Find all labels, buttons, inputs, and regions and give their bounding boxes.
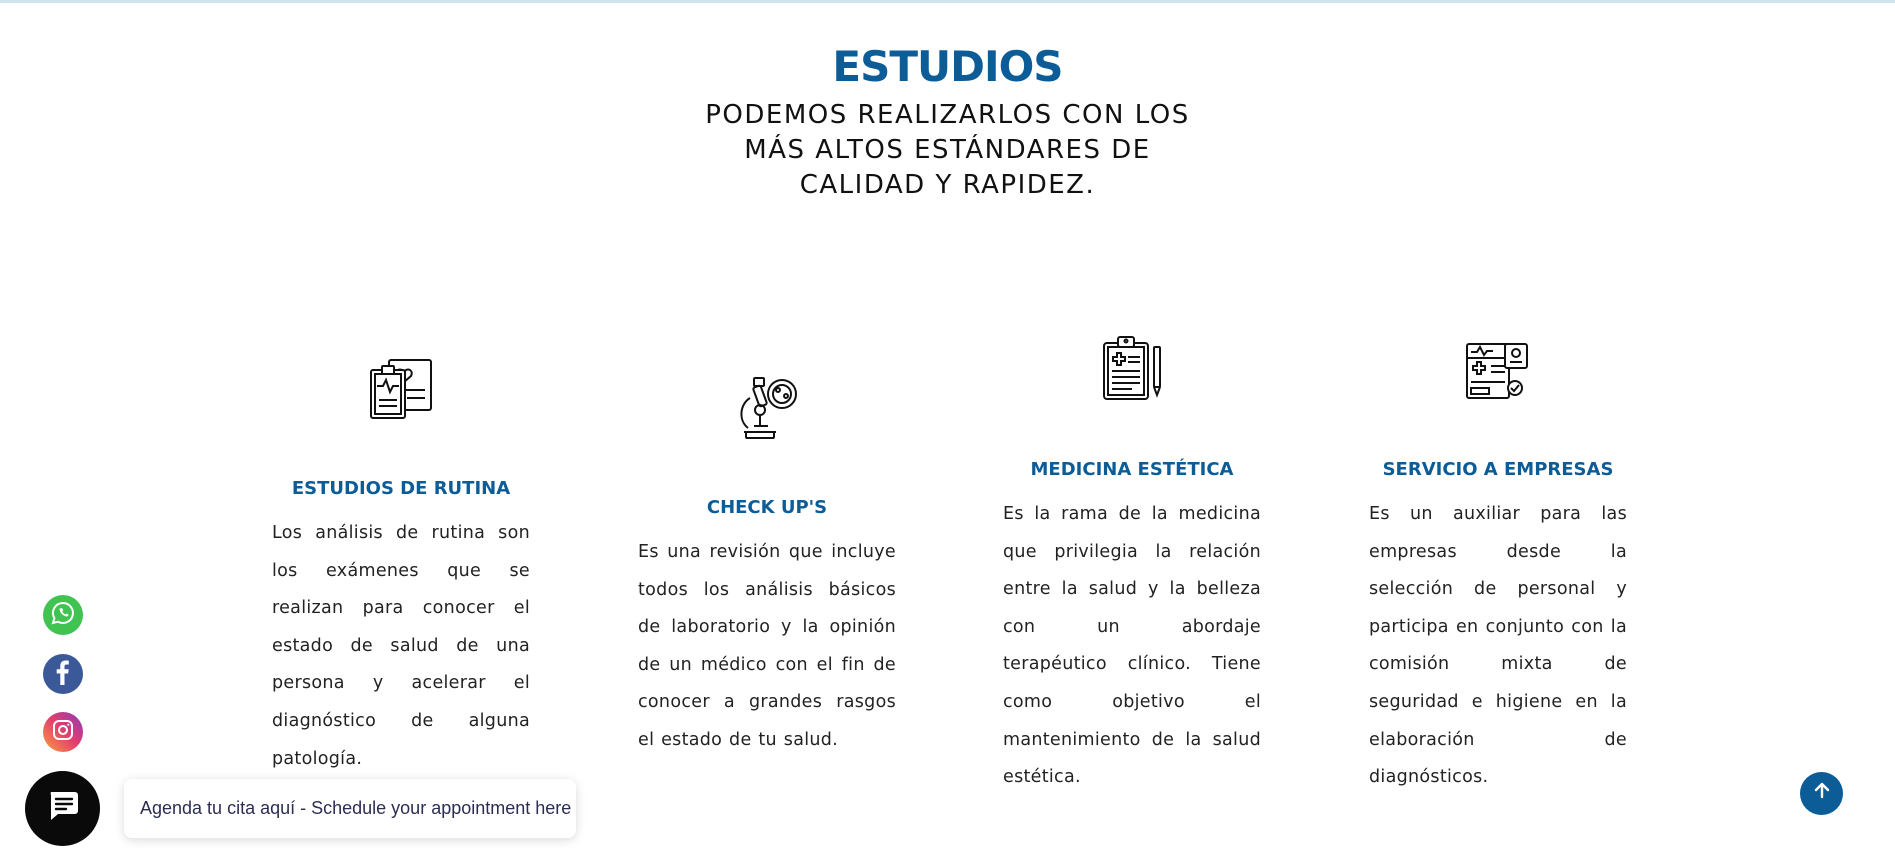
top-border — [0, 0, 1895, 3]
section-heading — [0, 38, 1895, 203]
microscope-icon — [732, 374, 800, 442]
service-description: Es la rama de la medicina que privilegia la relación entre la salud y la belleza con un abordaje terapéutico clínico. Tiene como objetivo el mantenimiento de la salud estética. — [1003, 504, 1261, 788]
facebook-button[interactable] — [43, 654, 83, 694]
chat-callout-label: Agenda tu cita aquí - Schedule your appointment here — [140, 798, 572, 818]
service-description: Es una revisión que incluye todos los análisis básicos de laboratorio y la opinión de un médico con el fin de conocer a grandes rasgos el estado de tu salud. — [638, 542, 896, 750]
instagram-button[interactable] — [43, 712, 83, 752]
whatsapp-button[interactable] — [43, 595, 83, 635]
service-title: MEDICINA ESTÉTICA — [1030, 459, 1234, 480]
medical-report-icon — [367, 356, 435, 424]
facebook-icon — [51, 659, 75, 690]
chat-button[interactable] — [25, 771, 100, 846]
whatsapp-icon — [50, 600, 76, 631]
section-title: ESTUDIOS — [832, 42, 1063, 91]
service-description: Los análisis de rutina son los exámenes que se realizan para conocer el estado de salud de una persona y acelerar el diagnóstico de alguna patología. — [272, 523, 530, 769]
chat-icon — [45, 788, 81, 829]
arrow-up-icon — [1812, 781, 1832, 806]
subtitle-line: PODEMOS REALIZARLOS CON LOS — [705, 100, 1190, 130]
scroll-to-top-button[interactable] — [1800, 772, 1843, 815]
service-description: Es un auxiliar para las empresas desde la selección de personal y participa en conjunto con la comisión mixta de seguridad e higiene en la elaboración de diagnósticos. — [1369, 504, 1627, 788]
clipboard-icon — [1098, 335, 1166, 403]
service-title: CHECK UP'S — [706, 497, 828, 518]
subtitle-line: CALIDAD Y RAPIDEZ. — [799, 170, 1096, 200]
service-title: SERVICIO A EMPRESAS — [1382, 459, 1614, 480]
service-title: ESTUDIOS DE RUTINA — [291, 478, 511, 499]
instagram-icon — [51, 718, 75, 747]
section-subtitle — [668, 98, 1228, 203]
company-report-icon — [1463, 338, 1531, 406]
chat-callout[interactable] — [124, 779, 576, 838]
subtitle-line: MÁS ALTOS ESTÁNDARES DE — [744, 135, 1151, 165]
